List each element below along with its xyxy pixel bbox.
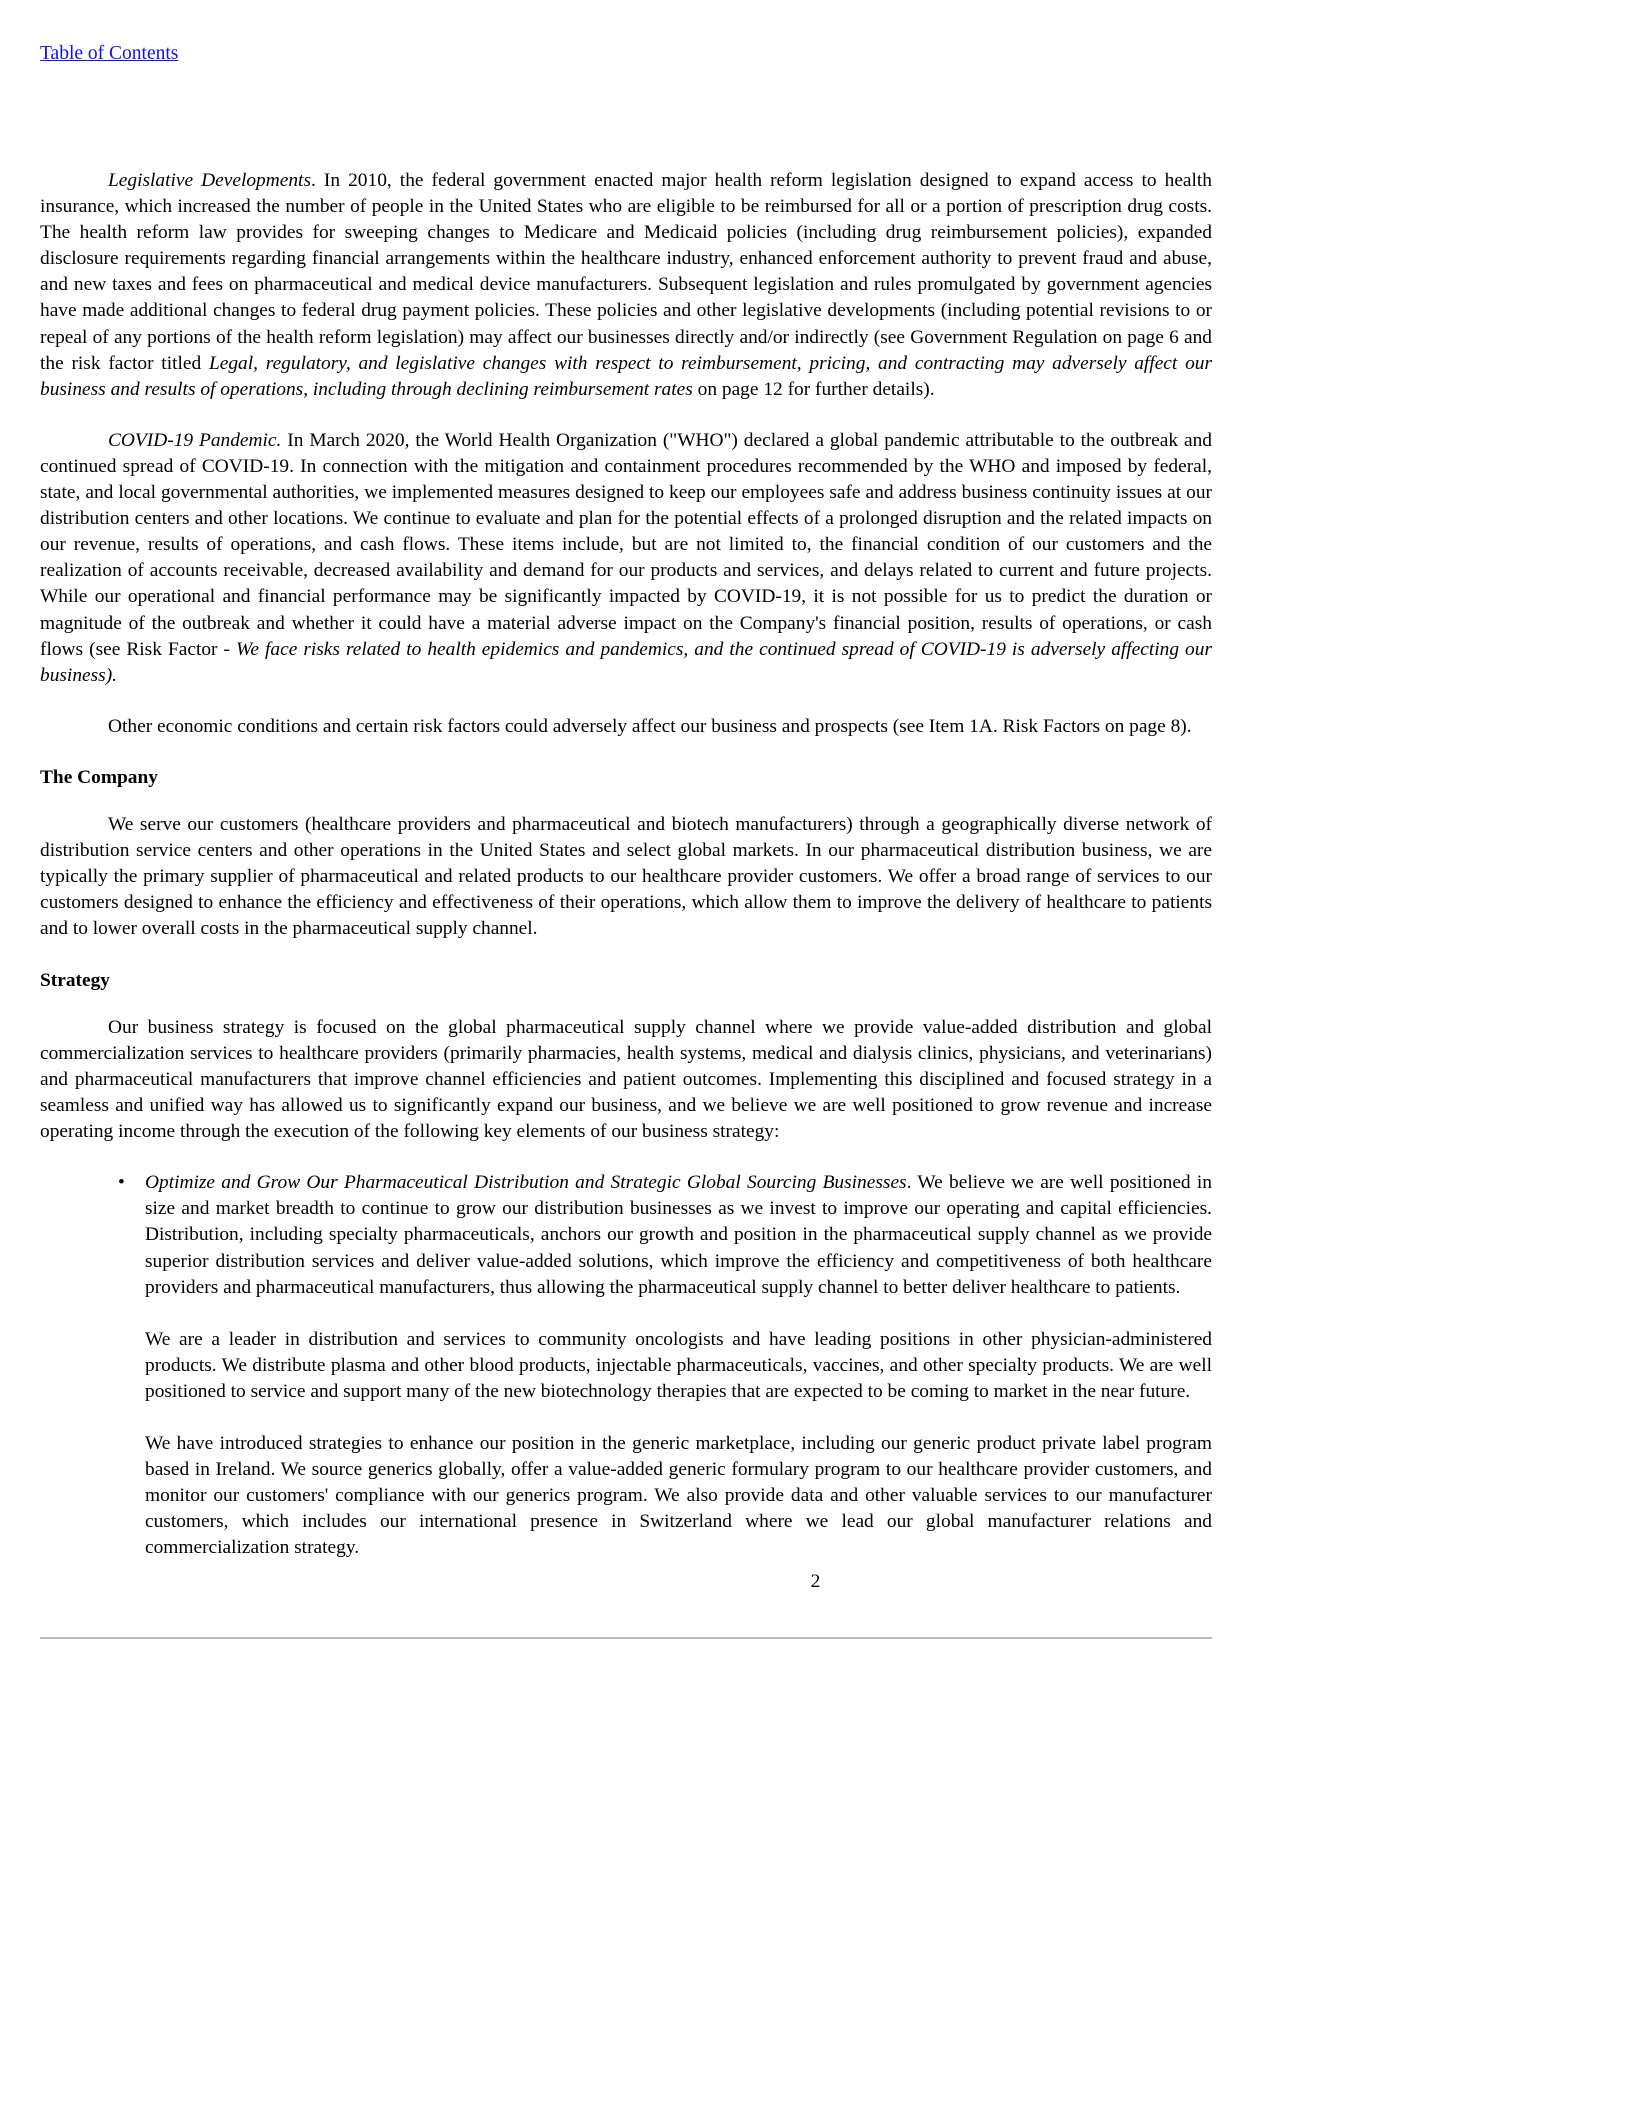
covid-pandemic-lead-in: COVID-19 Pandemic. bbox=[108, 429, 282, 451]
bullet-dot-icon: • bbox=[118, 1172, 125, 1194]
legislative-developments-text-part1: . In 2010, the federal government enacted major health reform legislation designed to expand access to health insurance, which increased the number of people in the United States who are eligible to be reimbursed for all or a portion of prescription drug costs. The health reform law provides for sweeping changes to Medicare and Medicaid policies (including drug reimbursement policies), expanded disclosure requirements regarding financial arrangements within the healthcare industry, enhanced enforcement authority to prevent fraud and abuse, and new taxes and fees on pharmaceutical and medical device manufacturers. Subsequent legislation and rules promulgated by government agencies have made additional changes to federal drug payment policies. These policies and other legislative developments (including potential revisions to or repeal of any portions of the health reform legislation) may affect our businesses directly and/or indirectly (see Government Regulation on page 6 and the risk factor titled bbox=[40, 170, 1212, 374]
table-of-contents-link[interactable]: Table of Contents bbox=[40, 43, 179, 64]
bullet-lead-in: Optimize and Grow Our Pharmaceutical Distribution and Strategic Global Sourcing Businesses bbox=[145, 1172, 907, 1194]
document-body bbox=[40, 168, 1212, 1561]
sub-paragraph-generics: We have introduced strategies to enhance our position in the generic marketplace, including our generic product private label program based in Ireland. We source generics globally, offer a value-added generic formulary program to our healthcare provider customers, and monitor our customers' compliance with our generics program. We also provide data and other valuable services to our manufacturer customers, which includes our international presence in Switzerland where we lead our global manufacturer relations and commercialization strategy. bbox=[145, 1433, 1212, 1559]
legislative-developments-lead-in: Legislative Developments bbox=[108, 170, 311, 191]
heading-the-company: The Company bbox=[40, 766, 158, 788]
paragraph-covid-19-pandemic bbox=[40, 428, 1212, 689]
bullet-text: . We believe we are well positioned in size and market breadth to continue to grow our distribution businesses as we invest to improve our operating and capital efficiencies. Distribution, including specialty pharmaceuticals, anchors our growth and position in the pharmaceutical supply channel as we provide superior distribution services and deliver value-added solutions, which improve the efficiency and competitiveness of both healthcare providers and pharmaceutical manufacturers, thus allowing the pharmaceutical supply channel to better deliver healthcare to patients. bbox=[145, 1172, 1212, 1298]
covid-pandemic-text-part1: In March 2020, the World Health Organization ("WHO") declared a global pandemic attributable to the outbreak and continued spread of COVID-19. In connection with the mitigation and containment procedures recommended by the WHO and imposed by federal, state, and local governmental authorities, we implemented measures designed to keep our employees safe and address business continuity issues at our distribution centers and other locations. We continue to evaluate and plan for the potential effects of a prolonged disruption and the related impacts on our revenue, results of operations, and cash flows. These items include, but are not limited to, the financial condition of our customers and the realization of accounts receivable, decreased availability and demand for our products and services, and delays related to current and future projects. While our operational and financial performance may be significantly impacted by COVID-19, it is not possible for us to predict the duration or magnitude of the outbreak and whether it could have a material adverse impact on the Company's financial position, results of operations, or cash flows (see Risk Factor - bbox=[40, 429, 1212, 660]
paragraph-strategy-body: Our business strategy is focused on the global pharmaceutical supply channel where we provide value-added distribution and global commercialization services to healthcare providers (primarily pharmacies, health systems, medical and dialysis clinics, physicians, and veterinarians) and pharmaceutical manufacturers that improve channel efficiencies and patient outcomes. Implementing this disciplined and focused strategy in a seamless and unified way has allowed us to significantly expand our business, and we believe we are well positioned to grow revenue and increase operating income through the execution of the following key elements of our business strategy: bbox=[40, 1016, 1212, 1143]
covid-risk-factor-title: We face risks related to health epidemics and pandemics, and the continued spread of COVID-19 is adversely affecting our business). bbox=[40, 638, 1212, 686]
sub-paragraph-oncology: We are a leader in distribution and services to community oncologists and have leading positions in other physician-administered products. We distribute plasma and other blood products, injectable pharmaceuticals, vaccines, and other specialty products. We are well positioned to service and support many of the new biotechnology therapies that are expected to be coming to market in the near future. bbox=[145, 1328, 1212, 1402]
strategy-bullet-list bbox=[40, 1170, 1212, 1300]
paragraph-legislative-developments bbox=[40, 168, 1212, 403]
page-number: 2 bbox=[810, 1571, 821, 1592]
legislative-risk-factor-title: Legal, regulatory, and legislative changes with respect to reimbursement, pricing, and contracting may adversely affect our business and results of operations, including through declining reimbursement rates bbox=[40, 352, 1213, 400]
legislative-developments-text-part2: on page 12 for further details). bbox=[692, 378, 935, 400]
heading-strategy: Strategy bbox=[40, 969, 110, 991]
list-item bbox=[40, 1170, 1212, 1300]
paragraph-other-economic-conditions: Other economic conditions and certain risk factors could adversely affect our business and prospects (see Item 1A. Risk Factors on page 8). bbox=[108, 715, 1192, 737]
footer-divider bbox=[40, 1637, 1212, 1639]
paragraph-the-company-body: We serve our customers (healthcare providers and pharmaceutical and biotech manufacturers) through a geographically diverse network of distribution service centers and other operations in the United States and select global markets. In our pharmaceutical distribution business, we are typically the primary supplier of pharmaceutical and related products to our healthcare provider customers. We offer a broad range of services to our customers designed to enhance the efficiency and effectiveness of their operations, which allow them to improve the delivery of healthcare to patients and to lower overall costs in the pharmaceutical supply channel. bbox=[40, 814, 1212, 940]
